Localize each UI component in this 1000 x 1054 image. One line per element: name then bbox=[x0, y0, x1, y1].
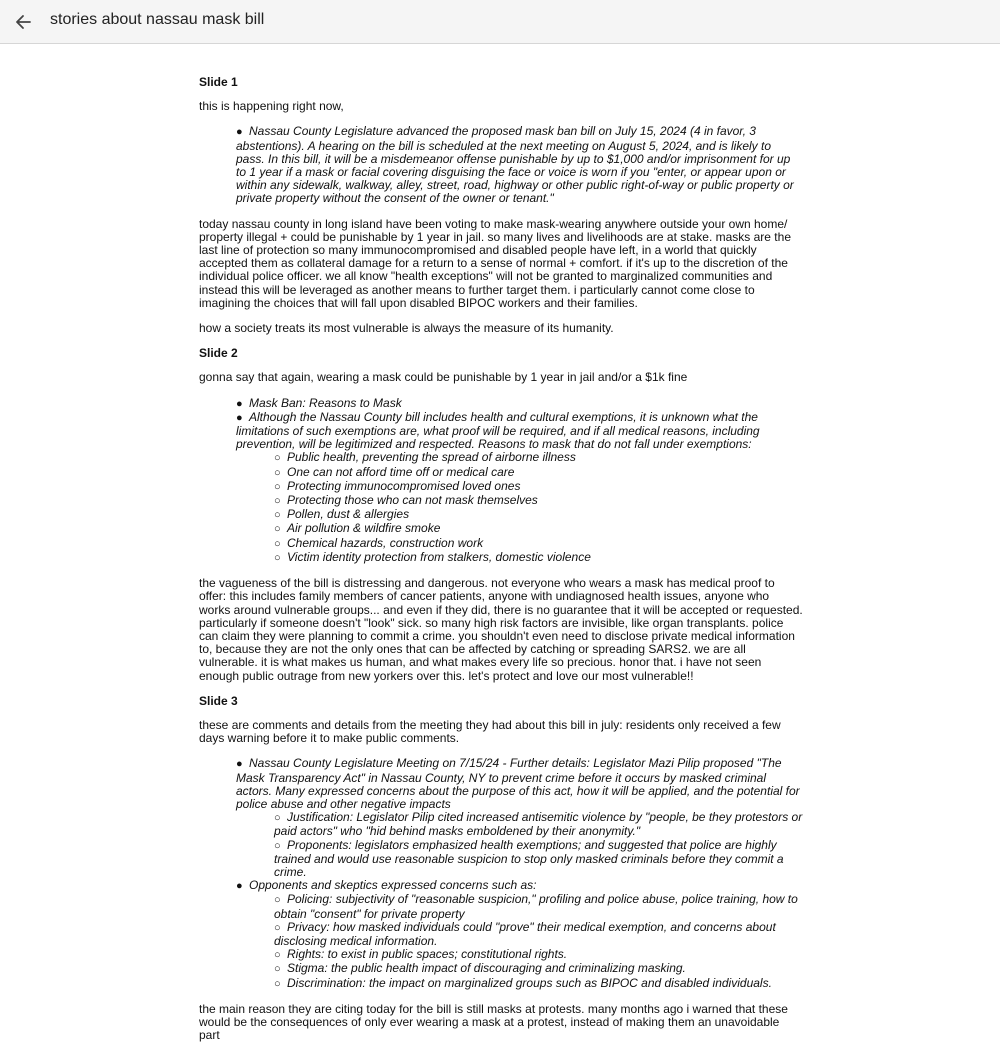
bullet-item bbox=[236, 397, 803, 411]
sub-bullet-text: Victim identity protection from stalkers, domestic violence bbox=[287, 549, 591, 564]
sub-bullet-item bbox=[274, 466, 803, 480]
document-title: stories about nassau mask bill bbox=[50, 11, 265, 28]
bullet-circle-icon: ○ bbox=[274, 963, 281, 976]
bullet-item bbox=[236, 411, 803, 565]
bullet-item bbox=[236, 125, 803, 205]
sub-bullet-item bbox=[274, 962, 803, 976]
sub-bullet-text: Policing: subjectivity of "reasonable suspicion," profiling and police abuse, police training, how to obtain "consent" for private property bbox=[274, 892, 798, 921]
sub-bullet-item bbox=[274, 537, 803, 551]
sub-bullet-item bbox=[274, 522, 803, 536]
body-paragraph: the vagueness of the bill is distressing and dangerous. not everyone who wears a mask has medical proof to offer: this includes family members of cancer patients, anyone with undiagnosed health issues, anyone who works around vulnerable groups... and even if they did, there is no guarantee that it will be accepted or requested. particularly if someone doesn't "look" sick. so many high risk factors are invisible, like organ transplants. police can claim they were planning to commit a crime. you shouldn't even need to disclose private medical information to, because they are not the only ones that can be affected by catching or spreading SARS2. we are all vulnerable. it is what makes us human, and what makes every life so precious. honor that. i have not seen enough public outrage from new yorkers over this. let's protect and love our most vulnerable!! bbox=[199, 576, 803, 683]
sub-bullet-text: Pollen, dust & allergies bbox=[287, 507, 410, 522]
sub-bullet-text: Protecting those who can not mask themselves bbox=[287, 493, 538, 508]
document-body bbox=[199, 76, 803, 1054]
bullet-circle-icon: ○ bbox=[274, 537, 281, 550]
bullet-text: Opponents and skeptics expressed concerns such as: bbox=[249, 878, 537, 893]
sub-bullet-text: Stigma: the public health impact of discouraging and criminalizing masking. bbox=[287, 961, 686, 976]
sub-bullet-item bbox=[274, 839, 803, 880]
sub-bullet-item bbox=[274, 893, 803, 920]
bullet-circle-icon: ○ bbox=[274, 977, 281, 990]
bullet-item bbox=[236, 879, 803, 991]
sub-bullet-text: Chemical hazards, construction work bbox=[287, 535, 484, 550]
sub-bullet-list bbox=[236, 811, 803, 879]
bullet-text: Nassau County Legislature Meeting on 7/15/24 - Further details: Legislator Mazi Pilip proposed "The Mask Transparency Act" in Nassau County, NY to prevent crime before it occurs by masked criminal actors. Many expressed concerns about the purpose of this act, how it will be applied, and the potential for police abuse and other negative impacts bbox=[236, 756, 800, 811]
bullet-circle-icon: ○ bbox=[274, 839, 281, 852]
bullet-circle-icon: ○ bbox=[274, 551, 281, 564]
sub-bullet-item bbox=[274, 921, 803, 948]
sub-bullet-text: Privacy: how masked individuals could "prove" their medical exemption, and concerns about disclosing medical information. bbox=[274, 919, 776, 948]
bullet-dot-icon: ● bbox=[236, 880, 243, 893]
bullet-circle-icon: ○ bbox=[274, 452, 281, 465]
bullet-list bbox=[199, 125, 803, 205]
bullet-list bbox=[199, 397, 803, 565]
body-paragraph: today nassau county in long island have been voting to make mask-wearing anywhere outside your own home/ property illegal + could be punishable by 1 year in jail. so many lives and livelihoods are at stake. masks are the last line of protection so many immunocompromised and disabled people have left, in a world that quickly accepted them as collateral damage for a return to a sense of normal + comfort. if it's up to the discretion of the individual police officer. we all know "health exceptions" will not be granted to marginalized communities and instead this will be leveraged as another means to further target them. i particularly cannot come close to imagining the choices that will fall upon disabled BIPOC workers and their families. bbox=[199, 216, 791, 310]
sub-bullet-item bbox=[274, 551, 803, 565]
slide-heading: Slide 2 bbox=[199, 346, 238, 361]
sub-bullet-item bbox=[274, 977, 803, 991]
sub-bullet-text: Proponents: legislators emphasized health exemptions; and suggested that police are highly trained and would use reasonable suspicion to stop only masked criminals before they commit a crime. bbox=[274, 837, 784, 879]
bullet-circle-icon: ○ bbox=[274, 921, 281, 934]
sub-bullet-text: Air pollution & wildfire smoke bbox=[287, 521, 441, 536]
sub-bullet-item bbox=[274, 508, 803, 522]
bullet-item bbox=[236, 757, 803, 879]
bullet-circle-icon: ○ bbox=[274, 466, 281, 479]
slide-intro: these are comments and details from the meeting they had about this bill in july: residents only received a few days warning before it to make public comments. bbox=[199, 717, 781, 746]
bullet-text: Nassau County Legislature advanced the proposed mask ban bill on July 15, 2024 (4 in favor, 3 abstentions). A hearing on the bill is scheduled at the next meeting on August 5, 2024, and is likely to pass. In this bill, it will be a misdemeanor offense punishable by up to $1,000 and/or imprisonment for up to 1 year if a mask or facial covering disguising the face or voice is worn if you "enter, or appear upon or within any sidewalk, walkway, alley, street, road, highway or other public right-of-way or public property or private property without the consent of the owner or tenant." bbox=[236, 124, 794, 206]
sub-bullet-item bbox=[274, 811, 803, 838]
bullet-circle-icon: ○ bbox=[274, 495, 281, 508]
bullet-circle-icon: ○ bbox=[274, 509, 281, 522]
bullet-list bbox=[199, 757, 803, 990]
bullet-dot-icon: ● bbox=[236, 397, 243, 410]
sub-bullet-text: Rights: to exist in public spaces; constitutional rights. bbox=[287, 947, 568, 962]
slide-intro: this is happening right now, bbox=[199, 99, 344, 114]
bullet-circle-icon: ○ bbox=[274, 480, 281, 493]
bullet-text: Although the Nassau County bill includes health and cultural exemptions, it is unknown what the limitations of such exemptions are, what proof will be required, and if all medical reasons, including prevention, will be legitimized and respected. Reasons to mask that do not fall under exemptions: bbox=[236, 409, 760, 452]
sub-bullet-list bbox=[236, 451, 803, 565]
bullet-text: Mask Ban: Reasons to Mask bbox=[249, 395, 402, 410]
sub-bullet-text: Public health, preventing the spread of airborne illness bbox=[287, 450, 576, 465]
bullet-circle-icon: ○ bbox=[274, 523, 281, 536]
top-bar bbox=[0, 0, 1000, 44]
body-paragraph: how a society treats its most vulnerable is always the measure of its humanity. bbox=[199, 321, 614, 336]
sub-bullet-item bbox=[274, 480, 803, 494]
sub-bullet-item bbox=[274, 451, 803, 465]
bullet-dot-icon: ● bbox=[236, 126, 243, 139]
bullet-circle-icon: ○ bbox=[274, 949, 281, 962]
sub-bullet-list bbox=[236, 893, 803, 990]
sub-bullet-item bbox=[274, 948, 803, 962]
slide-heading: Slide 3 bbox=[199, 693, 238, 708]
sub-bullet-text: Protecting immunocompromised loved ones bbox=[287, 478, 521, 493]
slide-heading: Slide 1 bbox=[199, 75, 238, 89]
arrow-left-icon bbox=[14, 13, 32, 31]
slide-intro: gonna say that again, wearing a mask could be punishable by 1 year in jail and/or a $1k fine bbox=[199, 370, 688, 385]
sub-bullet-text: Justification: Legislator Pilip cited increased antisemitic violence by "people, be they protestors or paid actors" who "hid behind masks emboldened by their anonymity." bbox=[274, 810, 803, 839]
back-button[interactable] bbox=[8, 7, 38, 37]
bullet-dot-icon: ● bbox=[236, 758, 243, 771]
sub-bullet-text: Discrimination: the impact on marginalized groups such as BIPOC and disabled individuals. bbox=[287, 975, 772, 990]
body-paragraph: the main reason they are citing today for the bill is still masks at protests. many months ago i warned that these would be the consequences of only ever wearing a mask at a protest, instead of making them an unavoidable part bbox=[199, 1001, 788, 1043]
sub-bullet-text: One can not afford time off or medical care bbox=[287, 464, 515, 479]
bullet-circle-icon: ○ bbox=[274, 894, 281, 907]
bullet-dot-icon: ● bbox=[236, 411, 243, 424]
bullet-circle-icon: ○ bbox=[274, 812, 281, 825]
sub-bullet-item bbox=[274, 494, 803, 508]
